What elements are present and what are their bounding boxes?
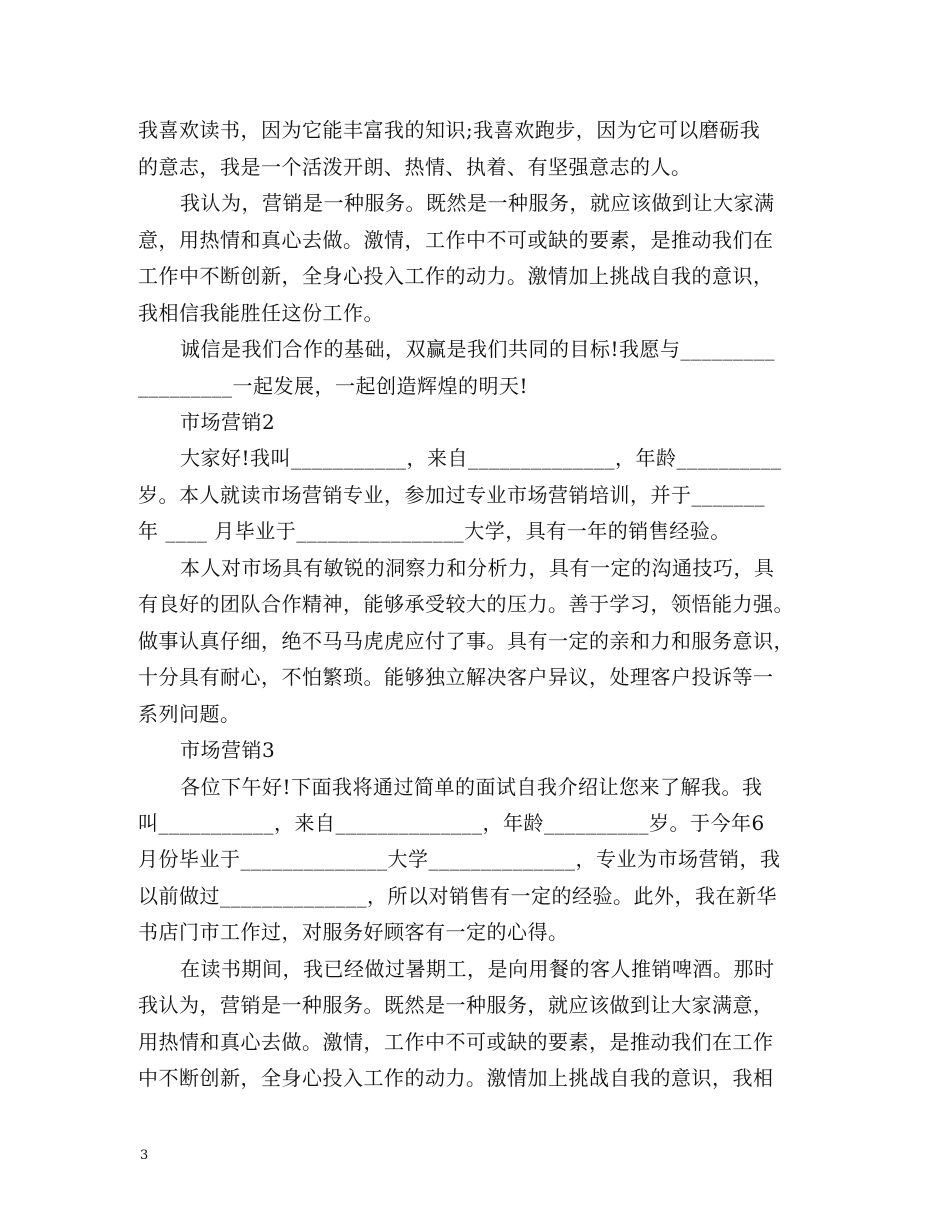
text-line: 岁。本人就读市场营销专业，参加过专业市场营销培训，并于_______ bbox=[138, 483, 765, 507]
paragraph-first-line: 大家好!我叫___________，来自______________，年龄__________ bbox=[180, 446, 782, 470]
text-line: 年 ____ 月毕业于________________大学，具有一年的销售经验。 bbox=[138, 519, 731, 543]
section-heading: 市场营销3 bbox=[180, 738, 276, 762]
paragraph-first-line: 诚信是我们合作的基础，双赢是我们共同的目标!我愿与_________ bbox=[180, 337, 776, 361]
text-line: 做事认真仔细，绝不马马虎虎应付了事。具有一定的亲和力和服务意识， bbox=[138, 629, 794, 653]
text-line: 系列问题。 bbox=[138, 702, 241, 726]
text-line: 用热情和真心去做。激情，工作中不可或缺的要素，是推动我们在工作 bbox=[138, 1030, 774, 1054]
paragraph-first-line: 本人对市场具有敏锐的洞察力和分析力，具有一定的沟通技巧，具 bbox=[180, 556, 775, 580]
text-line: 意，用热情和真心去做。激情，工作中不可或缺的要素，是推动我们在 bbox=[138, 228, 774, 252]
text-line: 的意志，我是一个活泼开朗、热情、执着、有坚强意志的人。 bbox=[138, 155, 692, 179]
paragraph-first-line: 在读书期间，我已经做过暑期工，是向用餐的客人推销啤酒。那时 bbox=[180, 957, 775, 981]
page-number: 3 bbox=[140, 1148, 149, 1163]
text-line: 我相信我能胜任这份工作。 bbox=[138, 301, 384, 325]
text-line: 中不断创新，全身心投入工作的动力。激情加上挑战自我的意识，我相 bbox=[138, 1066, 774, 1090]
text-line: 叫___________，来自______________，年龄__________岁。于今年6 bbox=[138, 811, 765, 835]
text-line: 工作中不断创新，全身心投入工作的动力。激情加上挑战自我的意识， bbox=[138, 264, 774, 288]
text-line: 以前做过______________，所以对销售有一定的经验。此外，我在新华 bbox=[138, 884, 777, 908]
text-line: 书店门市工作过，对服务好顾客有一定的心得。 bbox=[138, 920, 569, 944]
paragraph-first-line: 各位下午好!下面我将通过简单的面试自我介绍让您来了解我。我 bbox=[180, 775, 763, 799]
text-line: 我认为，营销是一种服务。既然是一种服务，就应该做到让大家满意， bbox=[138, 993, 774, 1017]
text-line: 有良好的团队合作精神，能够承受较大的压力。善于学习，领悟能力强。 bbox=[138, 592, 794, 616]
text-line: _________一起发展，一起创造辉煌的明天! bbox=[138, 374, 529, 398]
text-line: 十分具有耐心，不怕繁琐。能够独立解决客户异议，处理客户投诉等一 bbox=[138, 665, 774, 689]
text-line: 月份毕业于______________大学______________，专业为市场营销，我 bbox=[138, 847, 781, 871]
text-line: 我喜欢读书，因为它能丰富我的知识;我喜欢跑步，因为它可以磨砺我 bbox=[138, 118, 761, 142]
section-heading: 市场营销2 bbox=[180, 410, 276, 434]
paragraph-first-line: 我认为，营销是一种服务。既然是一种服务，就应该做到让大家满 bbox=[180, 191, 775, 215]
